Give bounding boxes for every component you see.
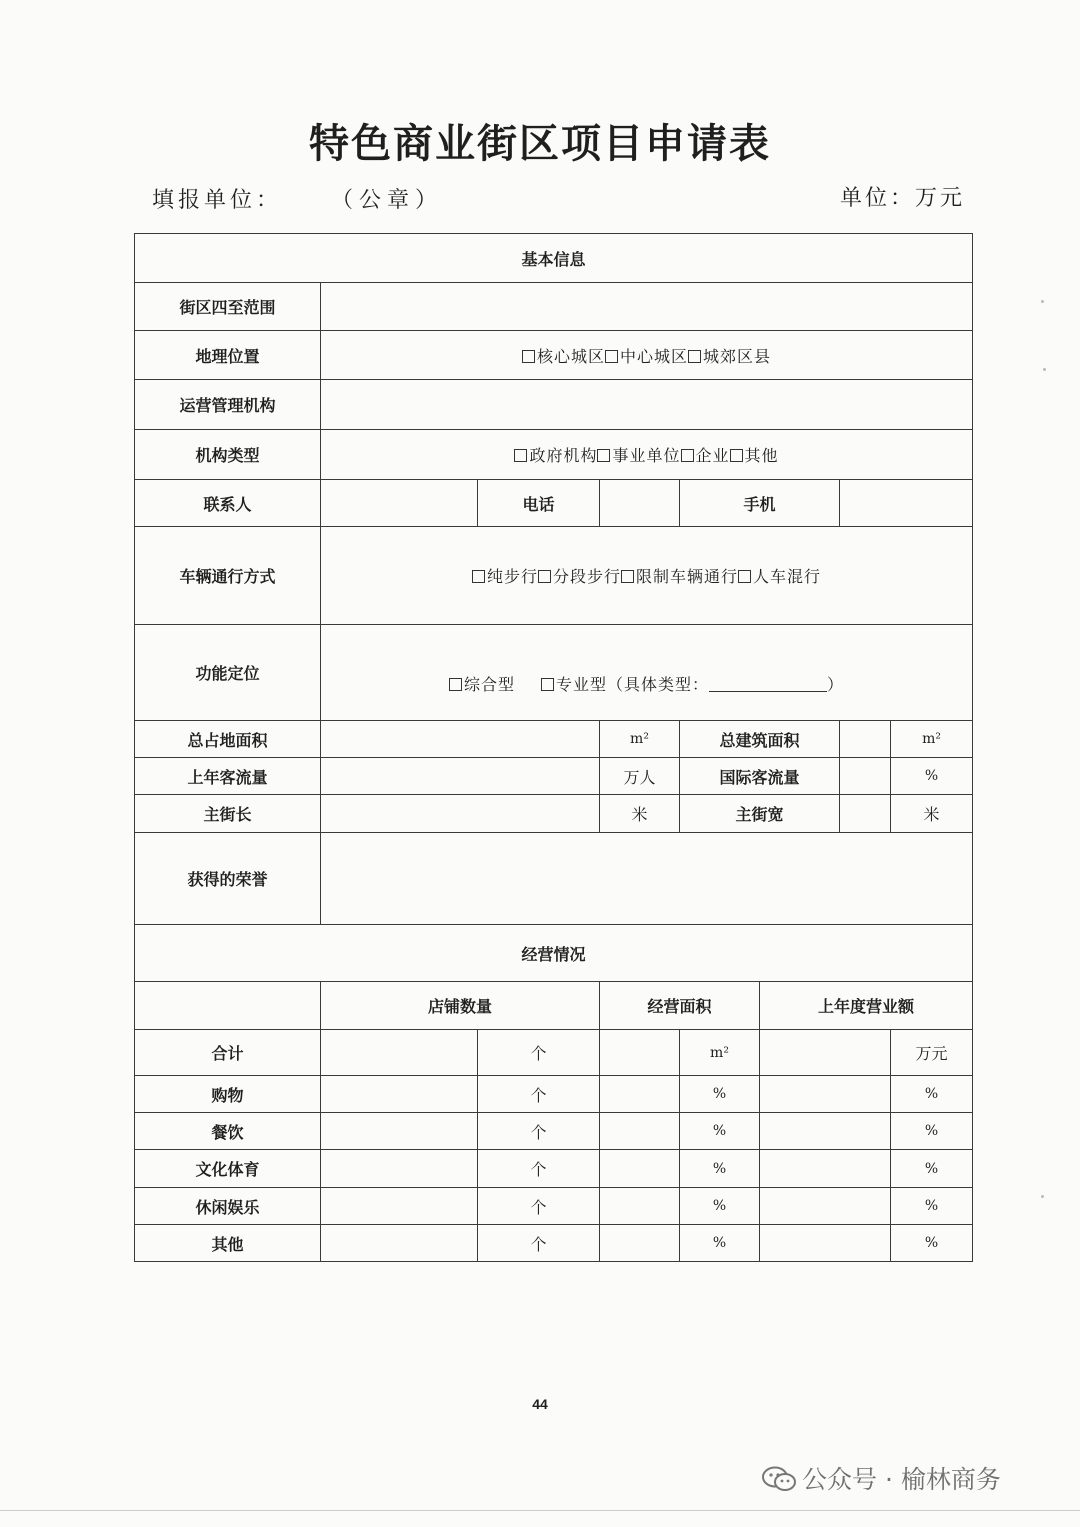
table-row [135,1076,973,1113]
specialized-type-input[interactable] [709,677,827,692]
unit-revenue: % [891,1113,973,1150]
unit-last-flow: 万人 [600,758,680,795]
option-specialized: 专业型（具体类型： [556,675,710,694]
row-label-other: 其他 [135,1225,321,1262]
label-honors: 获得的荣誉 [135,833,321,925]
unit-area: % [680,1150,760,1188]
label-main-width: 主街宽 [680,795,840,833]
header-area: 经营面积 [600,982,760,1030]
unit-area: % [680,1188,760,1225]
input-revenue-leisure[interactable] [760,1188,891,1225]
fill-unit-line [152,183,443,214]
option-mixed: 人车混行 [753,567,822,586]
label-operator: 运营管理机构 [135,380,321,430]
scan-speck [1041,1195,1044,1198]
label-mobile: 手机 [680,480,840,527]
unit-revenue: % [891,1188,973,1225]
fill-unit-label: 填报单位： [152,188,283,213]
checkbox-central-district[interactable] [605,350,618,363]
checkbox-comprehensive[interactable] [449,678,462,691]
unit-revenue: 万元 [891,1030,973,1076]
label-phone: 电话 [478,480,600,527]
unit-label: 单位：万元 [840,186,966,211]
input-main-length[interactable] [321,795,600,833]
unit-revenue: % [891,1225,973,1262]
label-traffic: 车辆通行方式 [135,527,321,625]
row-label-culture-sports: 文化体育 [135,1150,321,1188]
input-area-leisure[interactable] [600,1188,680,1225]
label-last-flow: 上年客流量 [135,758,321,795]
table-row [135,1150,973,1188]
location-options [321,331,973,380]
unit-area: % [680,1113,760,1150]
label-total-area: 总占地面积 [135,721,321,758]
checkbox-pedestrian[interactable] [472,570,485,583]
page-number: 44 [532,1396,548,1412]
header-shops: 店铺数量 [321,982,600,1030]
unit-shops: 个 [478,1150,600,1188]
option-suburban: 城郊区县 [703,346,772,366]
option-other: 其他 [744,446,779,465]
table-row [135,1030,973,1076]
unit-area: % [680,1076,760,1113]
checkbox-restricted[interactable] [621,570,634,583]
input-main-width[interactable] [840,795,891,833]
table-row [135,1225,973,1262]
checkbox-segmented[interactable] [538,570,551,583]
unit-shops: 个 [478,1076,600,1113]
unit-revenue: % [891,1150,973,1188]
unit-main-width: 米 [891,795,973,833]
input-area-shopping[interactable] [600,1076,680,1113]
traffic-options [321,527,973,625]
table-row [135,1188,973,1225]
unit-shops: 个 [478,1030,600,1076]
row-label-total: 合计 [135,1030,321,1076]
unit-shops: 个 [478,1113,600,1150]
option-government: 政府机构 [529,446,598,465]
checkbox-suburban[interactable] [688,350,701,363]
option-core-district: 核心城区 [536,346,605,366]
input-shops-other[interactable] [321,1225,478,1262]
input-revenue-total[interactable] [760,1030,891,1076]
input-build-area[interactable] [840,721,891,758]
watermark [762,1460,1001,1496]
label-function: 功能定位 [135,625,321,721]
seal-label: （公章） [342,188,444,213]
org-type-options [321,430,973,480]
function-options [321,625,973,721]
page-title: 特色商业街区项目申请表 [309,120,771,167]
label-contact: 联系人 [135,480,321,527]
option-pedestrian: 纯步行 [486,567,538,586]
input-phone[interactable] [600,480,680,527]
label-main-length: 主街长 [135,795,321,833]
input-shops-leisure[interactable] [321,1188,478,1225]
input-area-culture[interactable] [600,1150,680,1188]
input-area-other[interactable] [600,1225,680,1262]
input-contact[interactable] [321,480,478,527]
page-edge-line [0,1510,1080,1511]
unit-main-length: 米 [600,795,680,833]
input-range[interactable] [321,283,973,331]
unit-revenue: % [891,1076,973,1113]
checkbox-specialized[interactable] [541,678,554,691]
row-label-dining: 餐饮 [135,1113,321,1150]
input-revenue-other[interactable] [760,1225,891,1262]
scan-speck [1043,368,1046,371]
unit-build-area: m² [891,721,973,758]
option-restricted: 限制车辆通行 [636,567,739,586]
table-row [135,1113,973,1150]
input-total-area[interactable] [321,721,600,758]
label-location: 地理位置 [135,331,321,380]
header-revenue: 上年度营业额 [760,982,973,1030]
input-shops-shopping[interactable] [321,1076,478,1113]
checkbox-government[interactable] [514,449,527,462]
unit-shops: 个 [478,1225,600,1262]
input-intl-flow[interactable] [840,758,891,795]
input-revenue-culture[interactable] [760,1150,891,1188]
checkbox-core-district[interactable] [522,350,535,363]
input-honors[interactable] [321,833,973,925]
row-label-shopping: 购物 [135,1076,321,1113]
input-area-total[interactable] [600,1030,680,1076]
input-mobile[interactable] [840,480,973,527]
input-revenue-shopping[interactable] [760,1076,891,1113]
option-comprehensive: 综合型 [463,675,515,694]
label-intl-flow: 国际客流量 [680,758,840,795]
unit-area: m² [680,1030,760,1076]
unit-total-area: m² [600,721,680,758]
scan-speck [1041,300,1044,303]
unit-area: % [680,1225,760,1262]
watermark-text: 公众号 · 榆林商务 [802,1465,1001,1494]
label-build-area: 总建筑面积 [680,721,840,758]
input-operator[interactable] [321,380,973,430]
label-range: 街区四至范围 [135,283,321,331]
label-org-type: 机构类型 [135,430,321,480]
input-last-flow[interactable] [321,758,600,795]
checkbox-enterprise[interactable] [681,449,694,462]
checkbox-institution[interactable] [597,449,610,462]
row-label-leisure: 休闲娱乐 [135,1188,321,1225]
input-shops-culture[interactable] [321,1150,478,1188]
section-operation: 经营情况 [135,925,973,982]
unit-shops: 个 [478,1188,600,1225]
option-institution: 事业单位 [612,446,681,465]
wechat-icon [762,1466,796,1492]
option-enterprise: 企业 [695,446,730,465]
unit-intl-flow: % [891,758,973,795]
input-shops-dining[interactable] [321,1113,478,1150]
checkbox-other[interactable] [730,449,743,462]
input-revenue-dining[interactable] [760,1113,891,1150]
checkbox-mixed[interactable] [738,570,751,583]
input-area-dining[interactable] [600,1113,680,1150]
section-basic-info: 基本信息 [135,234,973,283]
input-shops-total[interactable] [321,1030,478,1076]
application-form [134,233,973,1262]
option-specialized-close: ） [827,675,845,694]
option-segmented: 分段步行 [552,567,621,586]
option-central-district: 中心城区 [620,346,689,366]
operation-header-blank [135,982,321,1030]
